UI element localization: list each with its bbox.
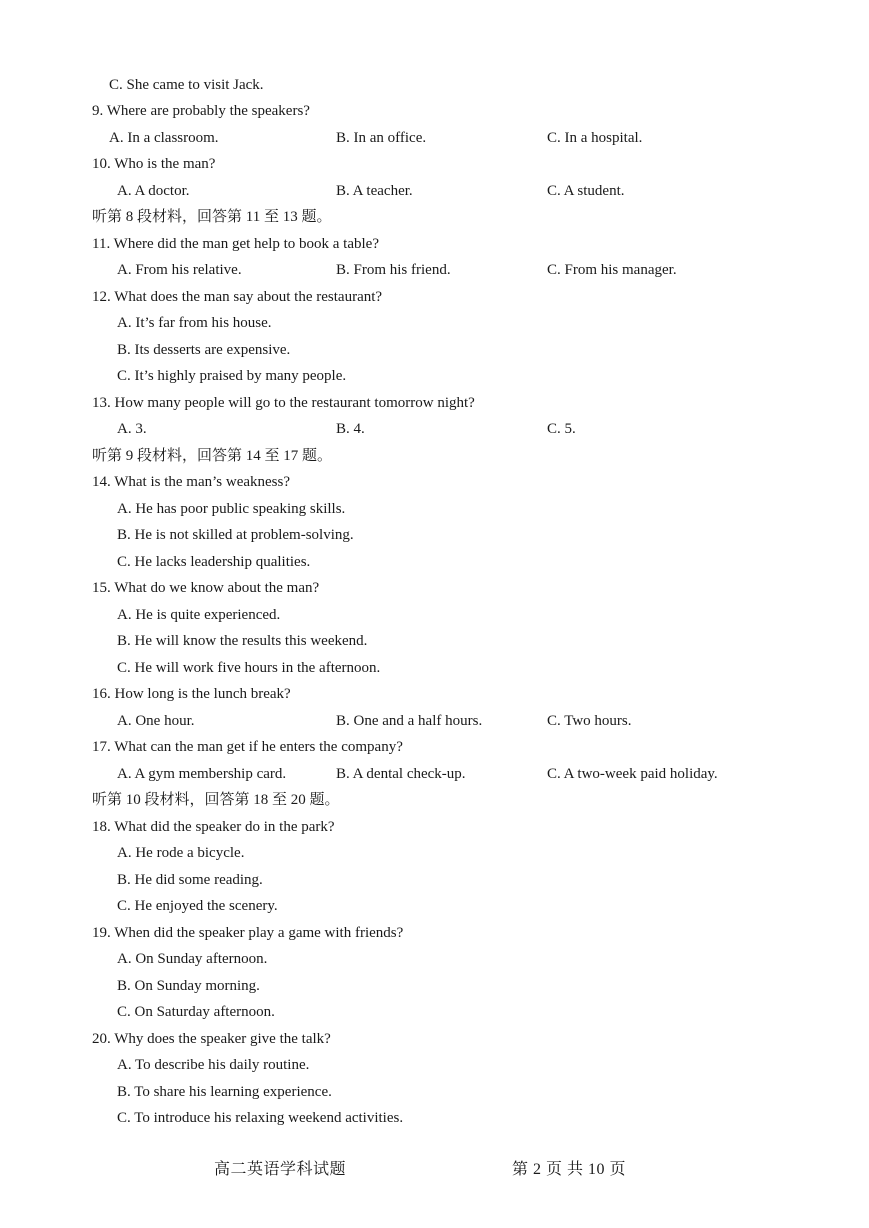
option-text: B. From his friend.: [336, 262, 451, 278]
option-text: B. A dental check-up.: [336, 766, 466, 782]
option-text: C. She came to visit Jack.: [109, 77, 264, 93]
option-text: C. A two-week paid holiday.: [547, 766, 718, 782]
question-text: 12. What does the man say about the restaurant?: [92, 289, 383, 305]
option-text: C. He enjoyed the scenery.: [117, 898, 278, 914]
option-text: B. In an office.: [336, 130, 427, 146]
footer-subject: 高二英语学科试题: [214, 1161, 347, 1178]
question-text: 20. Why does the speaker give the talk?: [92, 1031, 331, 1047]
option-text: A. He rode a bicycle.: [117, 845, 245, 861]
question-text: 10. Who is the man?: [92, 156, 216, 172]
footer-page-number: 第 2 页 共 10 页: [512, 1161, 627, 1178]
question-text: 16. How long is the lunch break?: [92, 686, 291, 702]
option-text: A. In a classroom.: [109, 130, 219, 146]
section-heading: 听第 9 段材料，回答第 14 至 17 题。: [92, 448, 333, 464]
option-text: A. He is quite experienced.: [117, 607, 281, 623]
option-text: B. One and a half hours.: [336, 713, 483, 729]
question-text: 14. What is the man’s weakness?: [92, 474, 291, 490]
question-text: 11. Where did the man get help to book a table?: [92, 236, 379, 252]
question-text: 9. Where are probably the speakers?: [92, 103, 310, 119]
question-text: 18. What did the speaker do in the park?: [92, 819, 335, 835]
option-text: B. He is not skilled at problem-solving.: [117, 527, 354, 543]
option-text: C. To introduce his relaxing weekend activities.: [117, 1110, 404, 1126]
option-text: B. A teacher.: [336, 183, 413, 199]
option-text: A. From his relative.: [117, 262, 242, 278]
option-text: C. On Saturday afternoon.: [117, 1004, 275, 1020]
option-text: B. To share his learning experience.: [117, 1084, 332, 1100]
option-text: C. He will work five hours in the afternoon.: [117, 660, 381, 676]
option-text: A. 3.: [117, 421, 147, 437]
option-text: A. On Sunday afternoon.: [117, 951, 268, 967]
section-heading: 听第 10 段材料，回答第 18 至 20 题。: [92, 792, 340, 808]
option-text: A. To describe his daily routine.: [117, 1057, 310, 1073]
option-text: C. He lacks leadership qualities.: [117, 554, 311, 570]
question-text: 17. What can the man get if he enters the company?: [92, 739, 403, 755]
question-text: 13. How many people will go to the restaurant tomorrow night?: [92, 395, 475, 411]
option-text: A. One hour.: [117, 713, 195, 729]
section-heading: 听第 8 段材料，回答第 11 至 13 题。: [92, 209, 332, 225]
option-text: B. Its desserts are expensive.: [117, 342, 291, 358]
option-text: C. From his manager.: [547, 262, 677, 278]
option-text: C. 5.: [547, 421, 576, 437]
option-text: C. In a hospital.: [547, 130, 643, 146]
option-text: C. Two hours.: [547, 713, 632, 729]
option-text: B. He did some reading.: [117, 872, 263, 888]
option-text: C. A student.: [547, 183, 625, 199]
option-text: B. On Sunday morning.: [117, 978, 260, 994]
option-text: B. 4.: [336, 421, 365, 437]
option-text: A. A gym membership card.: [117, 766, 287, 782]
option-text: C. It’s highly praised by many people.: [117, 368, 347, 384]
option-text: B. He will know the results this weekend.: [117, 633, 368, 649]
option-text: A. A doctor.: [117, 183, 190, 199]
option-text: A. It’s far from his house.: [117, 315, 272, 331]
option-text: A. He has poor public speaking skills.: [117, 501, 346, 517]
question-text: 15. What do we know about the man?: [92, 580, 320, 596]
question-text: 19. When did the speaker play a game with friends?: [92, 925, 404, 941]
